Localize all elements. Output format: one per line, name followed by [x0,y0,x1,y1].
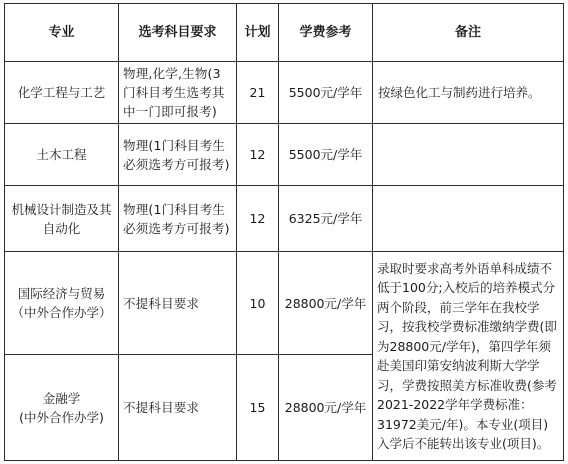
merged-remark-cell: 录取时要求高考外语单科成绩不低于100分;入校后的培养模式分两个阶段，前三学年在我校学习，按我校学费标准缴纳学费(即为28800元/学年)，第四学年须赴美国印第安纳波利斯大学学习，学费按照美方标准收费(参考2021-2022学年学费标准：31972美元/年)。本专业(项目)入学后不能转出该专业(项目)。 [373,252,564,461]
major-name-line2: (中外合作办学) [19,409,104,425]
major-name-line2: 自动化 [42,220,81,236]
major-name-line1: 国际经济与贸易 [17,286,106,301]
subject-requirement-cell: 物理(1门科目考生必须选考方可报考) [119,186,237,252]
tuition-cell: 5500元/学年 [279,62,373,124]
tuition-cell: 28800元/学年 [279,252,373,355]
tuition-cell: 28800元/学年 [279,355,373,461]
subject-requirement-cell: 不提科目要求 [119,252,237,355]
plan-cell: 15 [237,355,279,461]
header-subject-requirement: 选考科目要求 [119,4,237,62]
table-row [5,186,564,252]
major-name: 化学工程与工艺 [17,85,106,100]
major-name-line1: 金融学 [42,390,81,406]
header-major: 专业 [5,4,119,62]
plan-cell: 10 [237,252,279,355]
major-cell [5,252,119,355]
major-cell [5,186,119,252]
subject-requirement-cell: 不提科目要求 [119,355,237,461]
plan-cell: 12 [237,186,279,252]
major-cell [5,62,119,124]
major-cell [5,124,119,186]
major-name: 土木工程 [36,147,87,162]
major-name-line2: （中外合作办学） [11,305,112,320]
plan-cell: 21 [237,62,279,124]
subject-requirement-cell: 物理,化学,生物(3门科目考生选考其中一门即可报考) [119,62,237,124]
table-row [5,62,564,124]
subject-requirement-cell: 物理(1门科目考生必须选考方可报考) [119,124,237,186]
remark-cell [373,186,564,252]
major-name-line1: 机械设计制造及其 [11,201,112,217]
table-row [5,252,564,355]
major-cell [5,355,119,461]
header-plan: 计划 [237,4,279,62]
header-row [5,4,564,62]
admission-table [4,3,564,461]
remark-cell: 按绿色化工与制药进行培养。 [373,62,564,124]
plan-cell: 12 [237,124,279,186]
table-row [5,124,564,186]
tuition-cell: 5500元/学年 [279,124,373,186]
tuition-cell: 6325元/学年 [279,186,373,252]
remark-cell [373,124,564,186]
header-tuition: 学费参考 [279,4,373,62]
header-remark: 备注 [373,4,564,62]
